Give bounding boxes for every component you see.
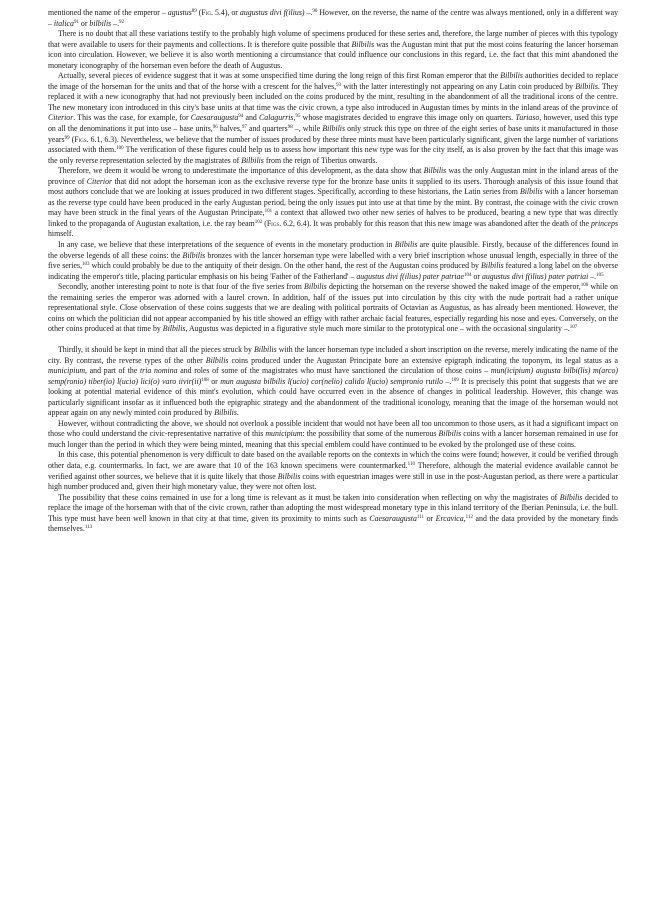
paragraph: mentioned the name of the emperor – agustus$^{89}$ (Fig. 5.4), or augustus divi f(ilius) –.$^{90}$ However, on the reverse, the name of the centre was always mentioned, only in a different way – italica$^{91}$ or bilbilis –.$^{92}$ [48,8,619,28]
paragraph: Thirdly, it should be kept in mind that all the pieces struck by Bilbilis with the lancer horseman type included a short inscription on the reverse, merely indicating the name of the city. By contrast, the reverse types of the other Bilbilis coins produced under the Augustan Principate bore an extensive epigraph indicating the toponym, its legal status as a municipium, and part of the tria nomina and roles of some of the magistrates who must have sanctioned the circulation of those coins – mun(icipium) augusta bilbi(lis) m(arco) semp(ronio) tiber(io) l(ucio) lici(o) varo iivir(ii)$^{108}$ or mun augusta bilbilis l(ucio) cor(nelio) calido l(ucio) sempronio rutilo –.$^{109}$ It is precisely this point that suggests that we are looking at potential material evidence of this mint's evolution, which could have occurred even in the absence of changes in political leadership. However, this change was particularly significant insofar as it influenced both the epigraphic strategy and the abandonment of the traditional iconology, meaning that the image of the horseman would not appear again on any newly minted coin produced by Bilbilis. [48,344,619,418]
paragraph: There is no doubt that all these variations testify to the probably high volume of specimens produced for these series and, therefore, the large number of pieces with this typology that were available to users for their payments and collections. It is therefore quite possible that Bilbilis was the Augustan mint that put the most coins featuring the lancer horseman icon into circulation. However, we believe it is also worth mentioning a circumstance that could influence our conclusions in this regard, i.e. the fact that this mint abandoned the monetary iconography of the horseman even before the death of Augustus. [48,29,618,70]
paragraph: Secondly, another interesting point to note is that four of the five series from Bilbilis depicting the horseman on the reverse showed the naked image of the emperor,$^{106}$ while on the remaining series the emperor was adorned with a laurel crown. In addition, half of the issues put into circulation by this city with the nude portrait had a rather unique representational style. Close observation of these coins suggests that we are dealing with political portraits of Octavian as Augustus, as has already been mentioned. However, the coins on which the politician did not appear accompanied by his title showed an effigy with rather archaic facial features, especially regarding his nose and eyes. Conversely, on the other coins produced at that time by Bilbilis, Augustus was depicted in a figurative style much more similar to the prototypical one – with the occasional singularity –.$^{107}$ [48,282,618,334]
page-body [48,8,618,535]
paragraph: However, without contradicting the above, we should not overlook a possible incident that would not have been all too uncommon to those users, as it had a significant impact on those who could understand the civic-representative narrative of this municipium: the possibility that some of the numerous Bilbilis coins with a lancer horseman remained in use for much longer than the period in which they were being minted, meaning that this special emblem could have continued to be evoked by the prolonged use of these coins. [48,418,619,449]
paragraph: Actually, several pieces of evidence suggest that it was at some unspecified time during the long reign of this first Roman emperor that the Bilbilis authorities decided to replace the image of the horseman for the units and that of the horse with a crescent for the halves,$^{93}$ with the latter interestingly not appearing on any Latin coin produced by Bilbilis. They replaced it with a new iconography that had not previously been included on the coins produced by the mint, resulting in the abandonment of all the traditional icons of the centre. The new monetary icon introduced in this city's base units at that time was the civic crown, a type also introduced in Augustan times by mints in the inland areas of the province of Citerior. This was the case, for example, for Caesaraugusta$^{94}$ and Calagurris,$^{95}$ whose magistrates decided to engrave this image only on quarters. Turiaso, however, used this type on all the denominations it put into use – base units,$^{96}$ halves,$^{97}$ and quarters$^{98}$ –, while Bilbilis only struck this type on three of the eight series of base units it manufactured in those years$^{99}$ (Figs. 6.1, 6.3). Nevertheless, we believe that the number of issues produced by these three mints must have been particularly significant, given the large number of variations associated with them.$^{100}$ The verification of these figures could help us to assess how important this new type was for the city itself, as is also proven by the fact that this image was the only reverse representation selected by the magistrates of Bilbilis from the reign of Tiberius onwards. [48,71,619,165]
paragraph: Therefore, we deem it would be wrong to underestimate the importance of this development, as the data show that Bilbilis was the only Augustan mint in the inland areas of the province of Citerior that did not adopt the horseman icon as the exclusive reverse type for the bronze base units it supplied to its users. Thorough analysis of this issue found that most authors conclude that we are looking at issues produced in two different stages. Specifically, according to these historians, the Latin series from Bilbilis with a lancer horseman as the reverse type could have been produced in the early Augustan period, being the only issues put into use at that time by the mint. By contrast, the coinage with the civic crown may have been struck in the final years of the Augustan Principate,$^{101}$ a context that allowed two other new series of halves to be produced, bearing a new type that was directly linked to the propaganda of Augustan exaltation, i.e. the ray beam$^{102}$ (Figs. 6.2, 6.4). It was probably for this reason that this new image was abandoned after the death of the princeps himself. [48,166,618,239]
paragraph: The possibility that these coins remained in use for a long time is relevant as it must be taken into consideration when reflecting on why the magistrates of Bilbilis decided to replace the image of the horseman with that of the civic crown, rather than adopting the most widespread monetary type in this inland territory of the Iberian Peninsula, i.e. the bull. This type must have been well known in that city at that time, given its proximity to mints such as Caesaraugusta$^{111}$ or Ercavica,$^{112}$ and the data provided by the monetary finds themselves.$^{113}$ [48,492,618,534]
paragraph: In this case, this potential phenomenon is very difficult to date based on the available reports on the contexts in which the coins were found; however, it could be verified through other data, e.g. countermarks. In fact, we are aware that 10 of the 163 known specimens were countermarked.$^{110}$ Therefore, although the material evidence available cannot be verified against other sources, we believe that it is quite likely that those Bilbilis coins with equestrian images were still in use in the post-Augustan period, as there were a particular high number produced and, given their high monetary value, they were not often lost. [48,450,618,492]
paragraph: In any case, we believe that these interpretations of the sequence of events in the monetary production in Bilbilis are quite plausible. Firstly, because of the differences found in the obverse legends of all these coins: the Bilbilis bronzes with the lancer horseman type were labelled with a very brief inscription whose unusual length, especially in three of the five series,$^{103}$ which could probably be due to the antiquity of their design. On the other hand, the rest of the Augustan coins produced by Bilbilis featured a long label on the obverse indicating the emperor's title, placing particular emphasis on his being 'Father of the Fatherland' – augustus divi f(ilius) pater patriae$^{104}$ or augustus divi f(ilius) pater patriai –.$^{105}$ [48,240,618,281]
